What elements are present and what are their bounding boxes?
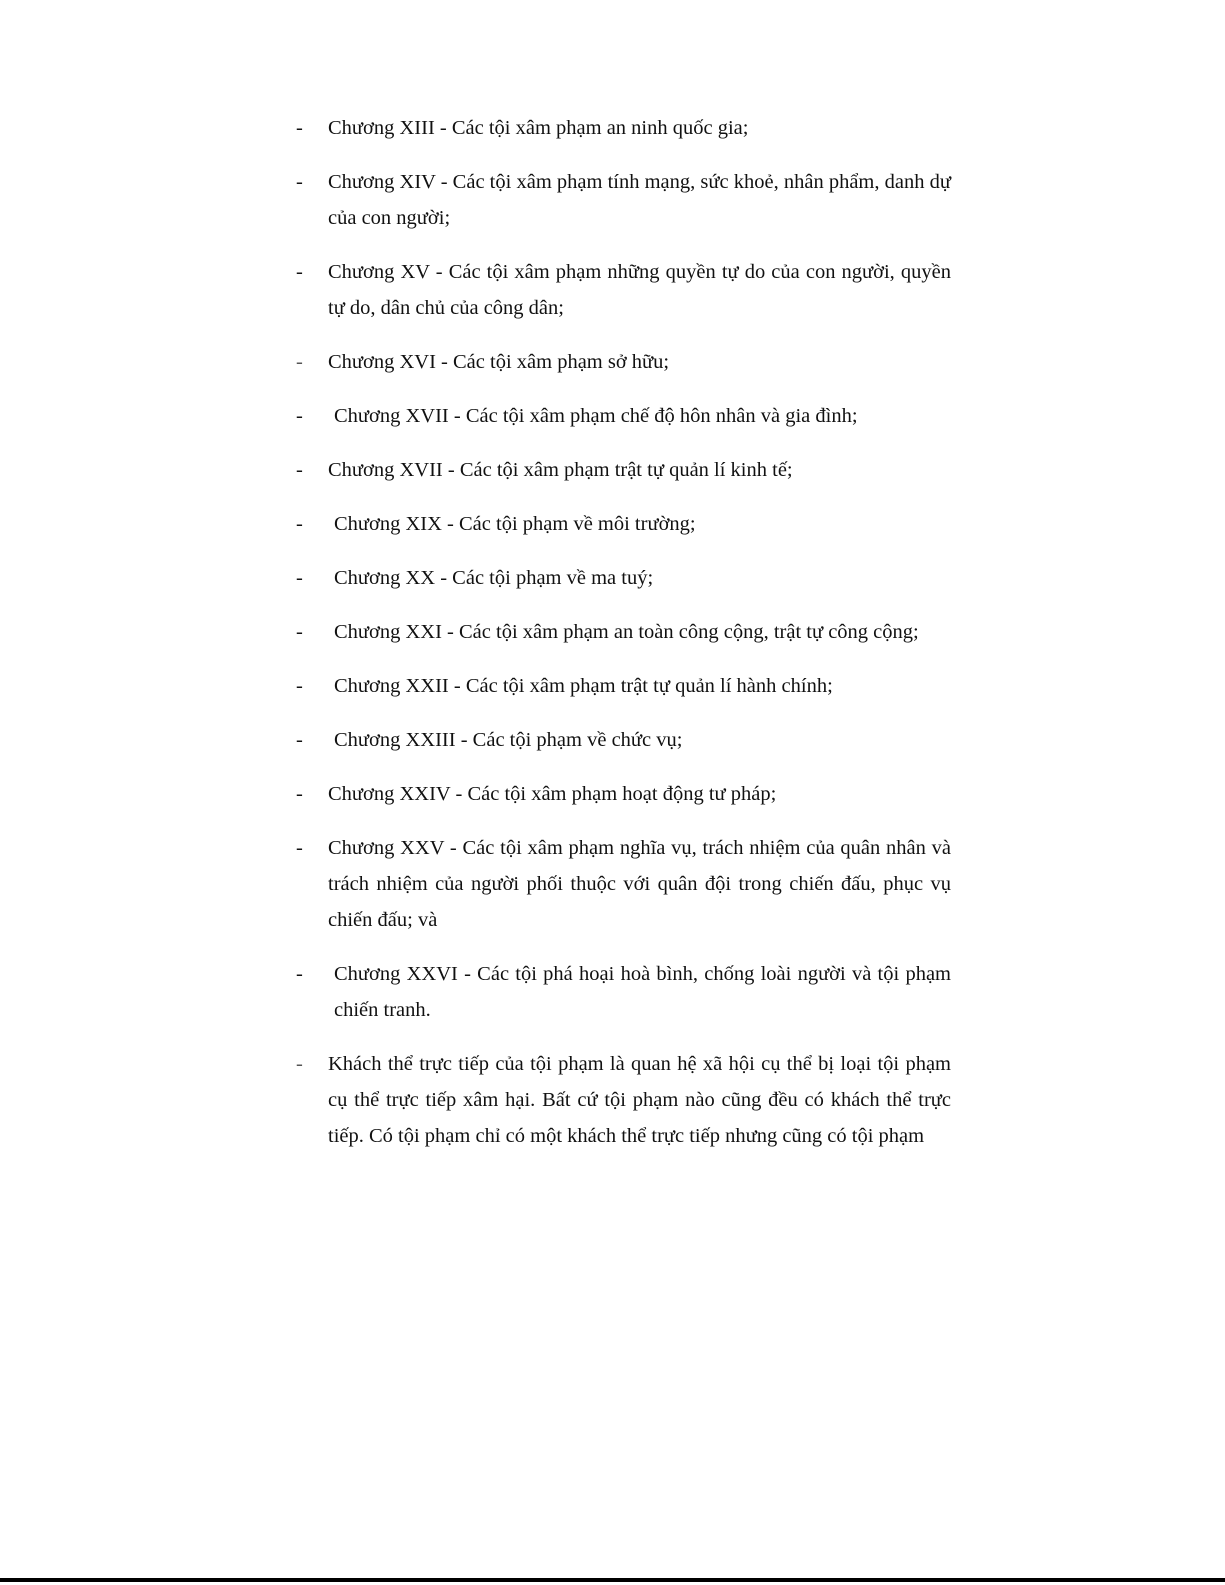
list-item-text: Chương XX - Các tội phạm về ma tuý;: [334, 567, 654, 589]
list-dash: -: [296, 675, 303, 697]
list-item: [296, 614, 951, 650]
list-item: [296, 668, 951, 704]
list-item: [296, 452, 951, 488]
list-dash: -: [296, 783, 303, 805]
list-dash: -: [296, 567, 303, 589]
list-item: [296, 722, 951, 758]
list-dash: -: [296, 729, 303, 751]
list-item: [296, 110, 951, 146]
list-item: [296, 1046, 951, 1154]
list-item-text: Chương XXIII - Các tội phạm về chức vụ;: [334, 729, 683, 751]
list-dash: -: [296, 405, 303, 427]
list-item: [296, 776, 951, 812]
list-item: [296, 164, 951, 236]
list-dash: -: [296, 459, 303, 481]
list-dash: -: [296, 621, 303, 643]
list-item-text: Chương XIV - Các tội xâm phạm tính mạng, sức khoẻ, nhân phẩm, danh dự của con người;: [328, 171, 951, 229]
chapter-list: [296, 110, 951, 1172]
list-item: [296, 398, 951, 434]
list-dash: -: [296, 261, 303, 283]
list-item-text: Chương XXI - Các tội xâm phạm an toàn công cộng, trật tự công cộng;: [334, 621, 919, 643]
list-item: [296, 506, 951, 542]
list-item-text: Chương XV - Các tội xâm phạm những quyền tự do của con người, quyền tự do, dân chủ của công dân;: [328, 261, 951, 319]
list-item-text: Chương XIII - Các tội xâm phạm an ninh quốc gia;: [328, 117, 749, 139]
list-dash: -: [296, 513, 303, 535]
list-item-text: Chương XIX - Các tội phạm về môi trường;: [334, 513, 696, 535]
list-item-text: Chương XXV - Các tội xâm phạm nghĩa vụ, trách nhiệm của quân nhân và trách nhiệm của người phối thuộc với quân đội trong chiến đấu, phục vụ chiến đấu; và: [328, 837, 951, 931]
list-dash: -: [296, 1053, 303, 1075]
list-dash: -: [296, 171, 303, 193]
list-dash: -: [296, 351, 303, 373]
list-item-text: Chương XXII - Các tội xâm phạm trật tự quản lí hành chính;: [334, 675, 833, 697]
list-item-text: Chương XVII - Các tội xâm phạm chế độ hôn nhân và gia đình;: [334, 405, 858, 427]
list-item: [296, 344, 951, 380]
list-item-text: Chương XVII - Các tội xâm phạm trật tự quản lí kinh tế;: [328, 459, 793, 481]
list-dash: -: [296, 963, 303, 985]
list-dash: -: [296, 837, 303, 859]
list-item-text: Chương XVI - Các tội xâm phạm sở hữu;: [328, 351, 670, 373]
bottom-border: [0, 1578, 1225, 1582]
list-item-text: Chương XXVI - Các tội phá hoại hoà bình, chống loài người và tội phạm chiến tranh.: [334, 963, 951, 1021]
list-dash: -: [296, 117, 303, 139]
list-item-text: Khách thể trực tiếp của tội phạm là quan hệ xã hội cụ thể bị loại tội phạm cụ thể trực tiếp xâm hại. Bất cứ tội phạm nào cũng đều có khách thể trực tiếp. Có tội phạm chỉ có một khách thể trực tiếp nhưng cũng có tội phạm: [328, 1053, 951, 1147]
list-item: [296, 560, 951, 596]
list-item: [296, 254, 951, 326]
list-item-text: Chương XXIV - Các tội xâm phạm hoạt động tư pháp;: [328, 783, 777, 805]
list-item: [296, 956, 951, 1028]
list-item: [296, 830, 951, 938]
